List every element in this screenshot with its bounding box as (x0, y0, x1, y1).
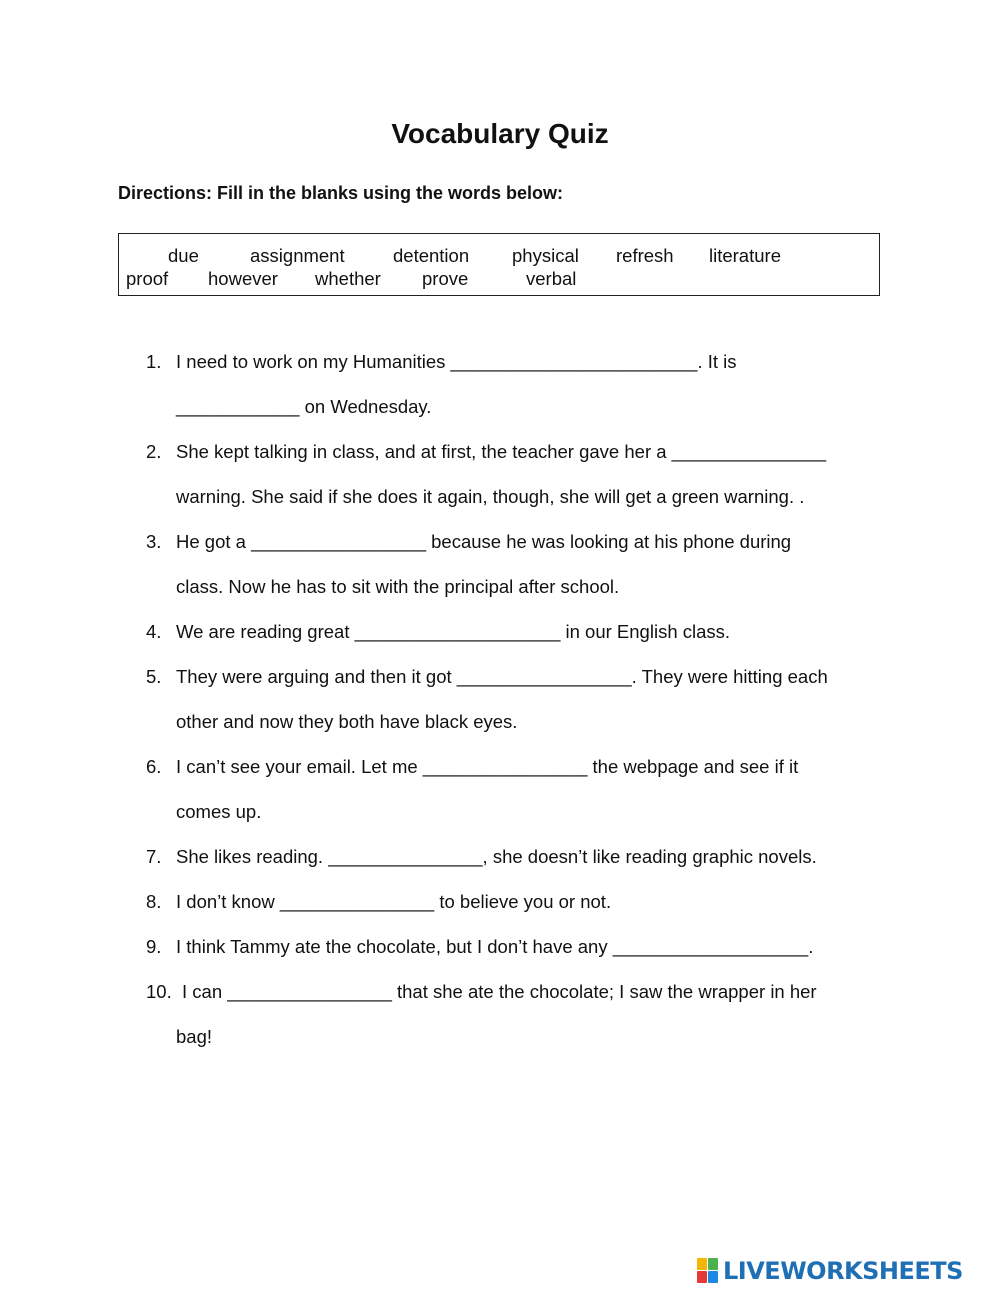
logo-block (708, 1271, 718, 1283)
logo-blocks-icon (697, 1258, 719, 1284)
liveworksheets-logo (697, 1256, 963, 1286)
word-bank-item: literature (709, 245, 781, 266)
question-text: I can’t see your email. Let me ________________ the webpage and see if it (176, 756, 799, 777)
question-text: class. Now he has to sit with the principal after school. (176, 576, 620, 597)
logo-block (708, 1258, 718, 1270)
logo-block (697, 1271, 707, 1283)
question-text: I don’t know _______________ to believe you or not. (176, 891, 612, 912)
word-bank-item: due (168, 245, 199, 266)
question-text: He got a _________________ because he was looking at his phone during (176, 531, 792, 552)
word-bank-item: however (208, 268, 278, 289)
word-bank-item: whether (315, 268, 381, 289)
word-bank-item: detention (393, 245, 470, 266)
question-text: I think Tammy ate the chocolate, but I don’t have any ___________________. (176, 936, 814, 957)
question-number: 1. (146, 351, 162, 372)
question-number: 7. (146, 846, 162, 867)
question-text: They were arguing and then it got _________________. They were hitting each (176, 666, 828, 687)
logo-text: LIVEWORKSHEETS (723, 1257, 963, 1285)
question-number: 9. (146, 936, 162, 957)
question-text: She kept talking in class, and at first, the teacher gave her a _______________ (176, 441, 827, 462)
question-number: 6. (146, 756, 162, 777)
question-text: We are reading great ____________________ in our English class. (176, 621, 731, 642)
question-number: 10. (146, 981, 172, 1002)
word-bank-item: refresh (616, 245, 674, 266)
word-bank-item: assignment (250, 245, 345, 266)
question-number: 3. (146, 531, 162, 552)
question-text: comes up. (176, 801, 262, 822)
word-bank-item: proof (126, 268, 169, 289)
page-title: Vocabulary Quiz (391, 118, 609, 149)
question-text: ____________ on Wednesday. (176, 396, 432, 417)
question-text: I can ________________ that she ate the chocolate; I saw the wrapper in her (182, 981, 817, 1002)
question-text: She likes reading. _______________, she doesn’t like reading graphic novels. (176, 846, 817, 867)
question-text: other and now they both have black eyes. (176, 711, 518, 732)
question-text: bag! (176, 1026, 213, 1047)
directions: Directions: Fill in the blanks using the words below: (118, 183, 564, 203)
logo-block (697, 1258, 707, 1270)
question-text: I need to work on my Humanities ________________________. It is (176, 351, 737, 372)
question-number: 2. (146, 441, 162, 462)
word-bank-item: physical (512, 245, 579, 266)
question-number: 8. (146, 891, 162, 912)
question-number: 4. (146, 621, 162, 642)
word-bank (118, 233, 880, 296)
word-bank-item: verbal (526, 268, 577, 289)
question-text: warning. She said if she does it again, though, she will get a green warning. . (176, 486, 805, 507)
word-bank-item: prove (422, 268, 469, 289)
question-number: 5. (146, 666, 162, 687)
